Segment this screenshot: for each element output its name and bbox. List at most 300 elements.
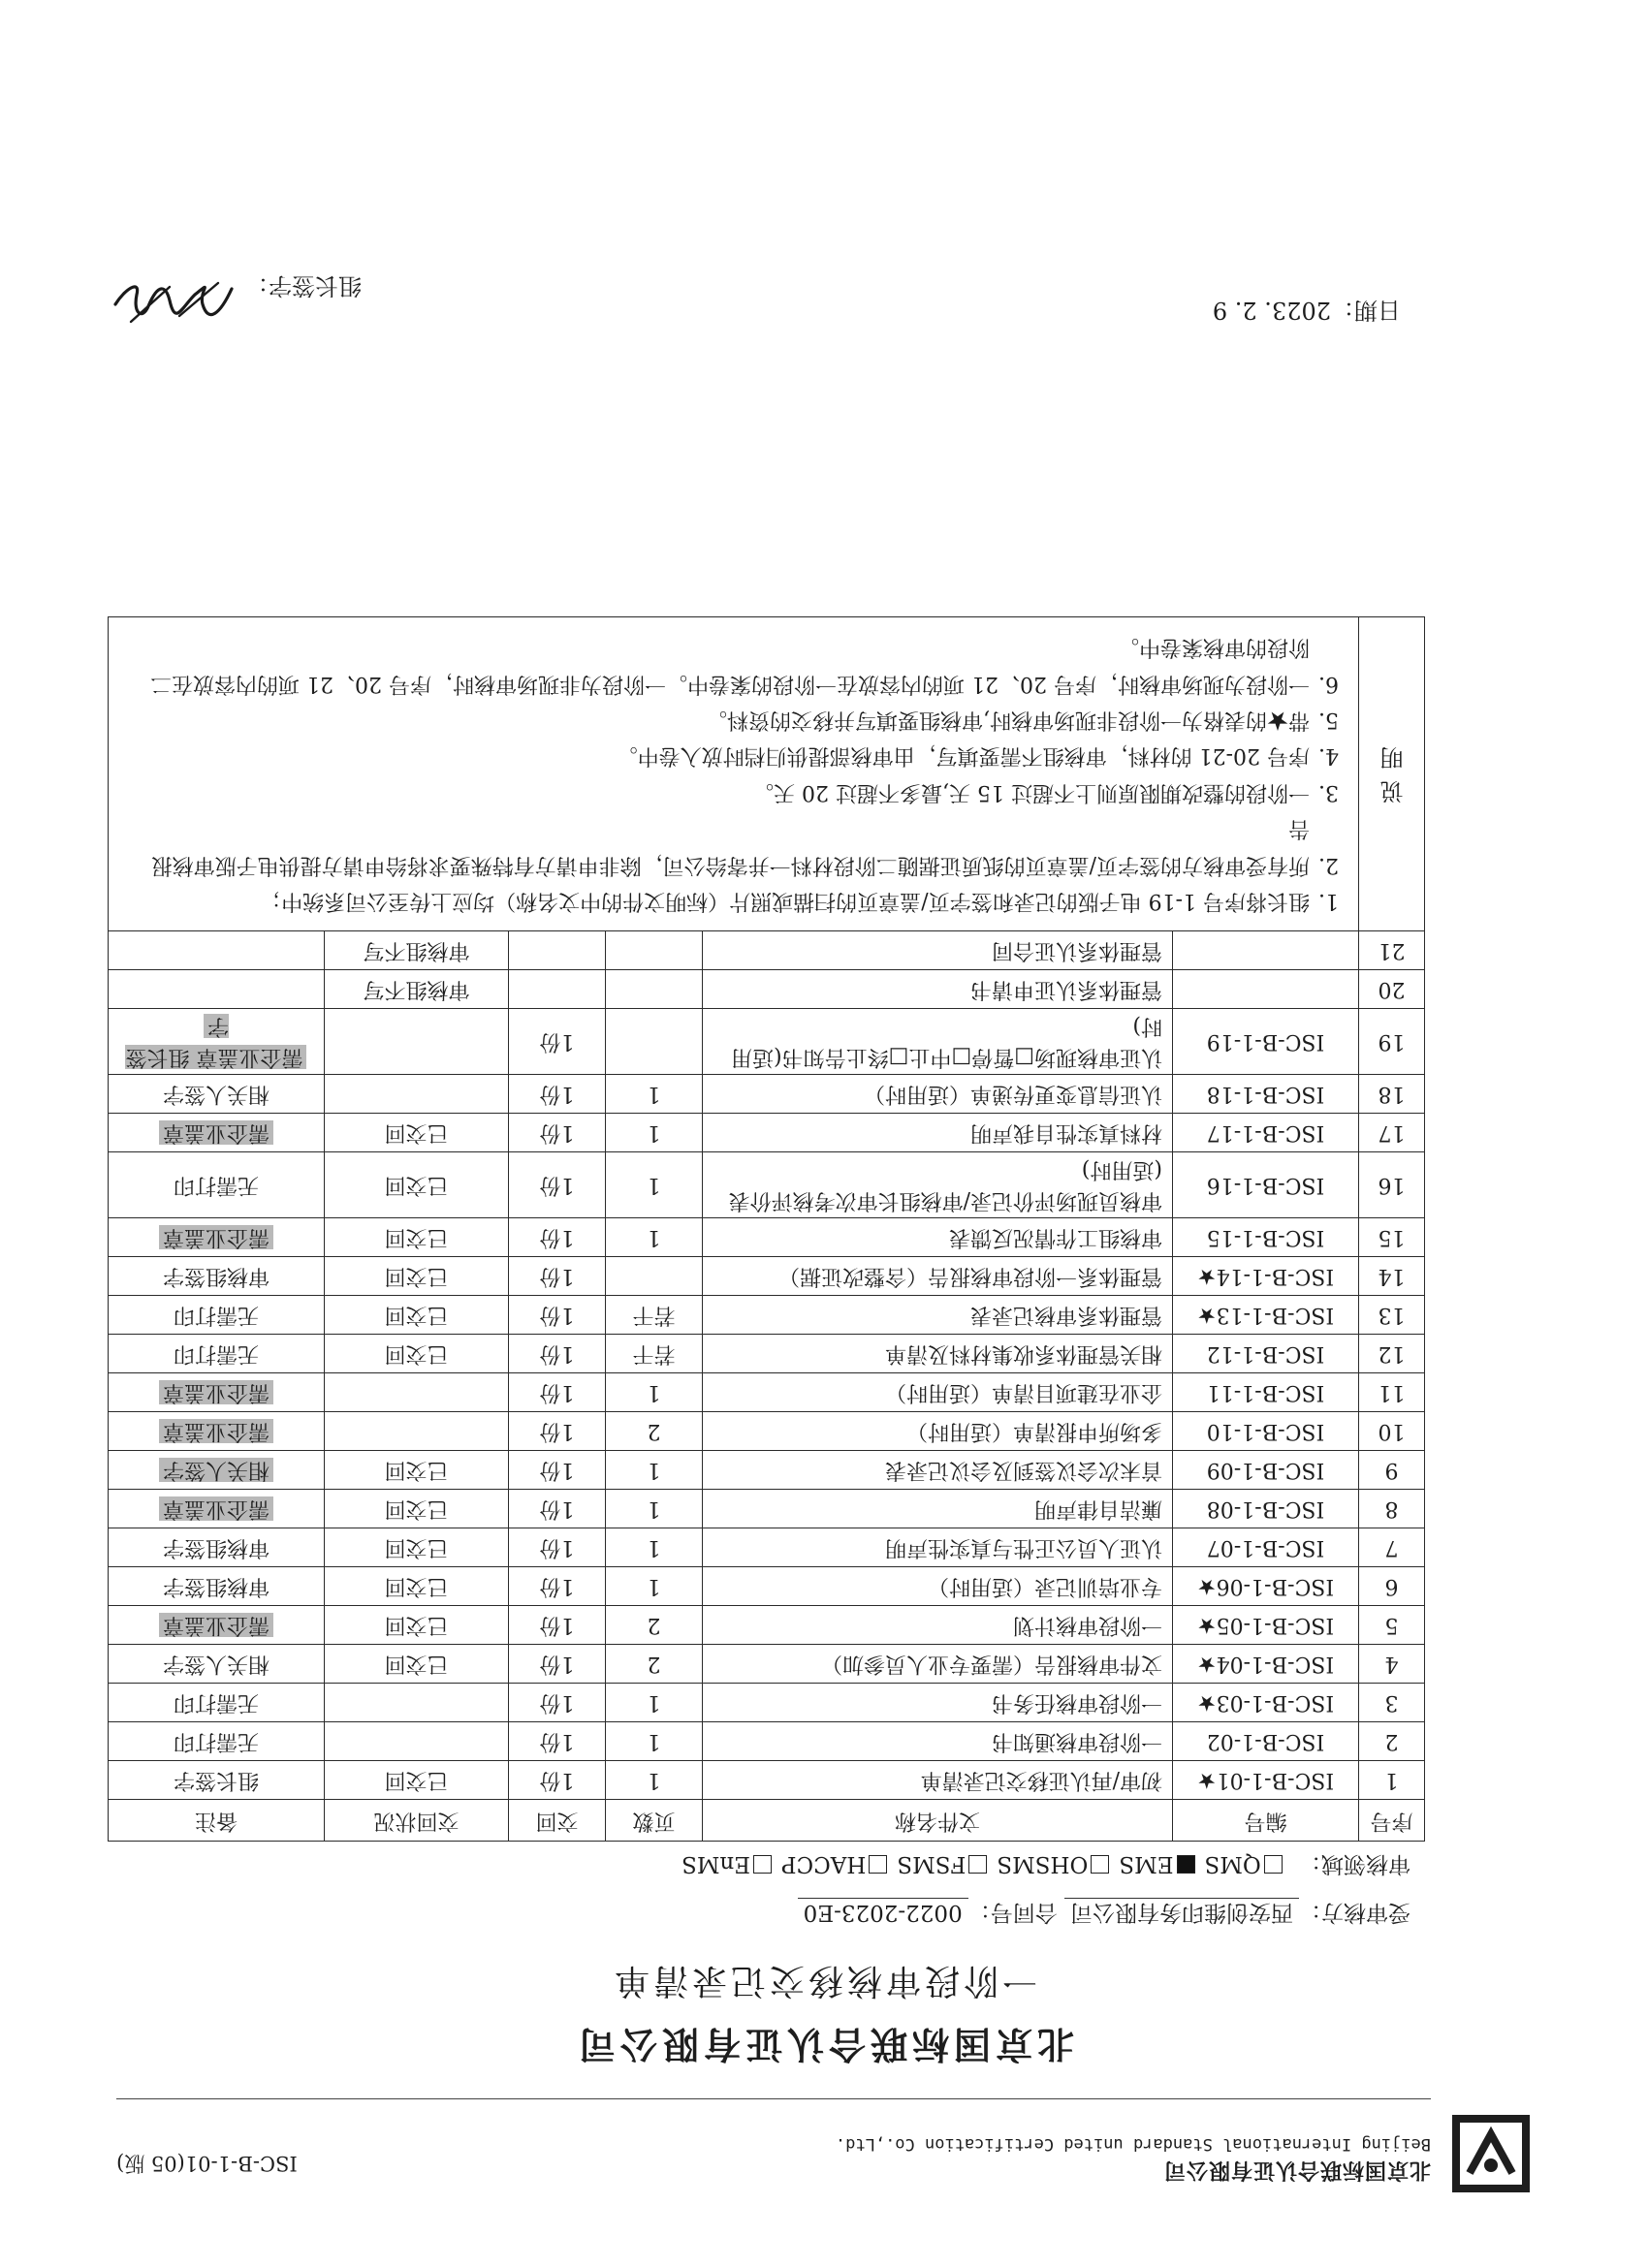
cell-handover xyxy=(509,931,606,970)
name-text: 专业培训记录（适用时） xyxy=(927,1574,1162,1599)
code-text: ISC-B-1-15 xyxy=(1206,1225,1325,1250)
note-text: 所有受审核方的签字页/盖章页的纸质证据随二阶段材料一并寄给公司，除非申请方有特殊要求将给申请方提供电子版审核报告 xyxy=(150,816,1310,877)
scope-checkbox-ems[interactable] xyxy=(1177,1855,1195,1874)
note-item xyxy=(130,810,1339,883)
seq-text: 13 xyxy=(1378,1303,1406,1328)
handover-text: 1份 xyxy=(539,1768,575,1793)
company-title: 北京国标联合认证有限公司 xyxy=(574,2023,1075,2065)
letterhead xyxy=(116,2094,1532,2200)
form-code: ISC-B-1-01(05 版) xyxy=(116,2152,298,2175)
name-text: 企业在建项目清单（适用时） xyxy=(884,1380,1162,1405)
table-row xyxy=(109,1257,1425,1296)
cell-pages xyxy=(606,1218,703,1257)
code-text: ISC-B-1-07 xyxy=(1206,1535,1325,1560)
cell-handover xyxy=(509,1218,606,1257)
header-name: 文件名称 xyxy=(703,1800,1173,1842)
cell-handover xyxy=(509,1412,606,1451)
code-text: ISC-B-1-04★ xyxy=(1196,1652,1335,1677)
remark-text: 相关人签字 xyxy=(163,1082,270,1107)
document-title: 一阶段审核移交记录清单 xyxy=(611,1961,1038,2000)
cell-code xyxy=(1173,970,1359,1009)
seq-text: 9 xyxy=(1384,1458,1399,1483)
name-text: 管理体系审核记录表 xyxy=(969,1303,1162,1328)
cell-status xyxy=(325,1075,509,1114)
seq-text: 5 xyxy=(1384,1613,1399,1638)
name-text: 文件审核报告（需要专业人员参加） xyxy=(820,1652,1162,1677)
cell-name xyxy=(703,1645,1173,1684)
cell-name xyxy=(703,1722,1173,1761)
pages-text: 1 xyxy=(647,1225,661,1250)
cell-pages xyxy=(606,1567,703,1606)
cell-name xyxy=(703,1152,1173,1218)
header-pages: 页数 xyxy=(606,1800,703,1842)
status-text: 已交回 xyxy=(384,1574,449,1599)
note-number: 1. xyxy=(1318,889,1339,913)
cell-status xyxy=(325,1606,509,1645)
seq-text: 4 xyxy=(1384,1652,1399,1677)
handover-text: 1份 xyxy=(539,1496,575,1522)
contract-label: 合同号： xyxy=(967,1900,1058,1925)
seq-text: 19 xyxy=(1378,1029,1406,1055)
cell-code xyxy=(1173,1075,1359,1114)
cell-code xyxy=(1173,1761,1359,1800)
remark-text: 审核组签字 xyxy=(163,1535,270,1560)
seq-text: 11 xyxy=(1378,1380,1406,1405)
cell-code xyxy=(1173,1218,1359,1257)
handover-text: 1份 xyxy=(539,1729,575,1754)
remark-text: 需企业盖章 xyxy=(159,1496,273,1521)
code-text: ISC-B-1-08 xyxy=(1206,1496,1325,1522)
status-text: 已交回 xyxy=(384,1768,449,1793)
name-text: 相关管理体系收集材料及清单 xyxy=(884,1341,1162,1367)
cell-name xyxy=(703,1075,1173,1114)
code-text: ISC-B-1-17 xyxy=(1206,1120,1325,1146)
seq-text: 21 xyxy=(1378,938,1406,963)
name-text: 廉洁自律声明 xyxy=(1033,1496,1162,1522)
cell-pages xyxy=(606,1722,703,1761)
name-text: 首末次会议签到及会议记录表 xyxy=(884,1458,1162,1483)
cell-seq xyxy=(1359,970,1425,1009)
audit-scope-line xyxy=(681,1850,1410,1882)
status-text: 已交回 xyxy=(384,1496,449,1522)
table-row xyxy=(109,1451,1425,1490)
remark-text: 无需打印 xyxy=(174,1690,260,1716)
header-handover: 交回 xyxy=(509,1800,606,1842)
seq-text: 14 xyxy=(1378,1264,1406,1289)
cell-handover xyxy=(509,1761,606,1800)
pages-text: 1 xyxy=(647,1690,661,1716)
date-value: 2023. 2. 9 xyxy=(1212,297,1331,324)
scope-checkbox-qms[interactable] xyxy=(1264,1855,1283,1874)
auditee-value: 西安创维印务有限公司 xyxy=(1064,1898,1299,1925)
name-text: 一阶段审核通知书 xyxy=(991,1729,1162,1754)
date-label: 日期： xyxy=(1331,297,1401,324)
cell-name xyxy=(703,1373,1173,1412)
status-text: 审核组不写 xyxy=(363,977,470,1002)
cell-handover xyxy=(509,1152,606,1218)
cell-pages xyxy=(606,1335,703,1373)
name-text: 认证审核现场□暂停□中止□终止告知书(适用时) xyxy=(731,1014,1162,1069)
cell-seq xyxy=(1359,1296,1425,1335)
table-row xyxy=(109,1684,1425,1722)
pages-text: 若干 xyxy=(632,1303,676,1328)
cell-pages xyxy=(606,1257,703,1296)
remark-text: 审核组签字 xyxy=(163,1574,270,1599)
handover-text: 1份 xyxy=(539,1341,575,1367)
name-text: 一阶段审核任务书 xyxy=(991,1690,1162,1716)
cell-seq xyxy=(1359,1373,1425,1412)
pages-text: 1 xyxy=(647,1120,661,1146)
handover-text: 1份 xyxy=(539,1225,575,1250)
cell-code xyxy=(1173,1335,1359,1373)
cell-seq xyxy=(1359,1412,1425,1451)
note-number: 2. xyxy=(1318,852,1339,877)
auditee-line xyxy=(798,1899,1410,1931)
cell-seq xyxy=(1359,1075,1425,1114)
cell-handover xyxy=(509,1528,606,1567)
cell-code xyxy=(1173,1009,1359,1075)
leader-label: 组长签字： xyxy=(245,272,362,299)
status-text: 审核组不写 xyxy=(363,938,470,963)
note-text: 组长将序号 1-19 电子版的记录和签字页/盖章页的扫描或照片（标明文件的中文名称）均应上传至公司系统中； xyxy=(260,889,1310,913)
cell-handover xyxy=(509,1114,606,1152)
cell-status xyxy=(325,1257,509,1296)
note-item xyxy=(130,629,1339,702)
name-text: 管理体系认证申请书 xyxy=(969,977,1162,1002)
note-number: 3. xyxy=(1318,779,1339,804)
seq-text: 2 xyxy=(1384,1729,1399,1754)
pages-text: 1 xyxy=(647,1574,661,1599)
table-row xyxy=(109,1373,1425,1412)
cell-status xyxy=(325,1722,509,1761)
handover-text: 1份 xyxy=(539,1120,575,1146)
note-number: 4. xyxy=(1318,743,1339,769)
note-number: 6. xyxy=(1318,671,1339,696)
cell-code xyxy=(1173,1412,1359,1451)
cell-pages xyxy=(606,1451,703,1490)
cell-seq xyxy=(1359,1114,1425,1152)
status-text: 已交回 xyxy=(384,1652,449,1677)
code-text: ISC-B-1-01★ xyxy=(1196,1768,1335,1793)
cell-remark xyxy=(109,1257,325,1296)
status-text: 已交回 xyxy=(384,1120,449,1146)
scope-checkbox-fsms[interactable] xyxy=(968,1855,987,1874)
cell-remark xyxy=(109,1412,325,1451)
cell-pages xyxy=(606,1645,703,1684)
code-text: ISC-B-1-16 xyxy=(1206,1173,1325,1198)
pages-text: 1 xyxy=(647,1496,661,1522)
handover-text: 1份 xyxy=(539,1652,575,1677)
handover-text: 1份 xyxy=(539,1082,575,1107)
cell-remark xyxy=(109,1567,325,1606)
cell-code xyxy=(1173,1296,1359,1335)
cell-name xyxy=(703,1567,1173,1606)
cell-pages xyxy=(606,1114,703,1152)
cell-name xyxy=(703,1606,1173,1645)
code-text: ISC-B-1-10 xyxy=(1206,1419,1325,1444)
cell-pages xyxy=(606,1296,703,1335)
name-text: 一阶段审核计划 xyxy=(1012,1613,1162,1638)
pages-text: 1 xyxy=(647,1380,661,1405)
cell-pages xyxy=(606,1684,703,1722)
cell-code xyxy=(1173,1567,1359,1606)
code-text: ISC-B-1-06★ xyxy=(1196,1574,1335,1599)
cell-handover xyxy=(509,1373,606,1412)
cell-status xyxy=(325,1567,509,1606)
contract-value: 0022-2023-E0 xyxy=(798,1898,968,1925)
cell-seq xyxy=(1359,1645,1425,1684)
cell-status xyxy=(325,1009,509,1075)
cell-code xyxy=(1173,1684,1359,1722)
cell-seq xyxy=(1359,1257,1425,1296)
pages-text: 2 xyxy=(647,1419,661,1444)
status-text: 已交回 xyxy=(384,1613,449,1638)
cell-name xyxy=(703,1114,1173,1152)
cell-name xyxy=(703,1412,1173,1451)
auditee-label: 受审核方： xyxy=(1299,1900,1410,1925)
cell-seq xyxy=(1359,1528,1425,1567)
table-row xyxy=(109,1606,1425,1645)
cell-handover xyxy=(509,1451,606,1490)
cell-status xyxy=(325,1218,509,1257)
note-text: 一阶段为现场审核时，序号 20、21 项的内容放在一阶段的案卷中。一阶段为非现场审核时，序号 20、21 项的内容放在二阶段的审核案卷中。 xyxy=(150,635,1310,696)
cell-status xyxy=(325,970,509,1009)
table-row xyxy=(109,1152,1425,1218)
code-text: ISC-B-1-11 xyxy=(1206,1380,1325,1405)
seq-text: 8 xyxy=(1384,1496,1399,1522)
remark-text: 相关人签字 xyxy=(159,1458,273,1482)
table-row xyxy=(109,1722,1425,1761)
company-logo-icon xyxy=(1450,2113,1532,2194)
cell-seq xyxy=(1359,1684,1425,1722)
remark-text: 需企业盖章 xyxy=(159,1380,273,1404)
seq-text: 20 xyxy=(1378,977,1406,1002)
cell-pages xyxy=(606,1528,703,1567)
cell-pages xyxy=(606,1075,703,1114)
cell-name xyxy=(703,1761,1173,1800)
name-text: 审核员现场评价记录/审核组长审次考核评价表(适用时) xyxy=(728,1157,1162,1213)
cell-code xyxy=(1173,1152,1359,1218)
status-text: 已交回 xyxy=(384,1264,449,1289)
cell-status xyxy=(325,1335,509,1373)
note-text: 带★的表格为一阶段非现场审核时,审核组要填写并移交的资料。 xyxy=(706,708,1310,733)
cell-pages xyxy=(606,1761,703,1800)
code-text: ISC-B-1-05★ xyxy=(1196,1613,1335,1638)
cell-remark xyxy=(109,1490,325,1528)
seq-text: 15 xyxy=(1378,1225,1406,1250)
handover-text: 1份 xyxy=(539,1419,575,1444)
cell-remark xyxy=(109,931,325,970)
name-text: 初审/再认证移交记录清单 xyxy=(920,1768,1162,1793)
cell-seq xyxy=(1359,1567,1425,1606)
cell-remark xyxy=(109,1451,325,1490)
status-text: 已交回 xyxy=(384,1458,449,1483)
cell-status xyxy=(325,931,509,970)
note-item xyxy=(130,738,1339,773)
cell-seq xyxy=(1359,1152,1425,1218)
scope-label-ems: EMS xyxy=(1119,1851,1174,1876)
remark-text: 需企业盖章 组长签字 xyxy=(126,1015,307,1069)
seq-text: 6 xyxy=(1384,1574,1399,1599)
cell-status xyxy=(325,1684,509,1722)
cell-handover xyxy=(509,1296,606,1335)
cell-status xyxy=(325,1373,509,1412)
cell-name xyxy=(703,1257,1173,1296)
pages-text: 2 xyxy=(647,1652,661,1677)
scope-label-qms: QMS xyxy=(1204,1851,1261,1876)
company-name-small: 北京国标联合认证有限公司 xyxy=(1162,2158,1431,2183)
pages-text: 1 xyxy=(647,1535,661,1560)
cell-remark xyxy=(109,1296,325,1335)
table-row xyxy=(109,970,1425,1009)
cell-pages xyxy=(606,1606,703,1645)
name-text: 审核组工作情况反馈表 xyxy=(948,1225,1162,1250)
scope-label: 审核领域： xyxy=(1299,1851,1410,1876)
table-header-row xyxy=(109,1800,1425,1842)
pages-text: 1 xyxy=(647,1729,661,1754)
cell-seq xyxy=(1359,1722,1425,1761)
cell-code xyxy=(1173,1722,1359,1761)
cell-remark xyxy=(109,1373,325,1412)
table-row xyxy=(109,1218,1425,1257)
cell-name xyxy=(703,1490,1173,1528)
scope-label-enms: EnMS xyxy=(681,1851,751,1876)
cell-handover xyxy=(509,1257,606,1296)
cell-code xyxy=(1173,1490,1359,1528)
cell-remark xyxy=(109,1528,325,1567)
remark-text: 审核组签字 xyxy=(163,1264,270,1289)
cell-code xyxy=(1173,1257,1359,1296)
cell-status xyxy=(325,1451,509,1490)
handover-text: 1份 xyxy=(539,1303,575,1328)
header-divider xyxy=(116,2098,1431,2099)
handover-text: 1份 xyxy=(539,1690,575,1716)
table-row xyxy=(109,1528,1425,1567)
name-text: 管理体系一阶段审核报告（含整改证据） xyxy=(777,1264,1162,1289)
scope-checkbox-haccp[interactable] xyxy=(869,1855,887,1874)
cell-status xyxy=(325,1528,509,1567)
cell-code xyxy=(1173,1645,1359,1684)
scope-label-ohsms: OHSMS xyxy=(997,1851,1089,1876)
remark-text: 需企业盖章 xyxy=(159,1225,273,1249)
code-text: ISC-B-1-13★ xyxy=(1196,1303,1335,1328)
pages-text: 1 xyxy=(647,1458,661,1483)
note-text: 一阶段的整改期限原则上不超过 15 天,最多不超过 20 天。 xyxy=(752,779,1310,804)
remark-text: 需企业盖章 xyxy=(159,1419,273,1443)
date-line xyxy=(1213,296,1401,330)
cell-handover xyxy=(509,970,606,1009)
table-row xyxy=(109,1009,1425,1075)
cell-remark xyxy=(109,1684,325,1722)
scope-checkbox-ohsms[interactable] xyxy=(1091,1855,1109,1874)
cell-remark xyxy=(109,1114,325,1152)
note-item xyxy=(130,773,1339,809)
table-row xyxy=(109,1490,1425,1528)
remark-text: 无需打印 xyxy=(174,1729,260,1754)
cell-code xyxy=(1173,1528,1359,1567)
cell-handover xyxy=(509,1684,606,1722)
cell-pages xyxy=(606,1152,703,1218)
cell-remark xyxy=(109,1645,325,1684)
scope-checkbox-group xyxy=(681,1851,1292,1876)
handover-text: 1份 xyxy=(539,1173,575,1198)
cell-remark xyxy=(109,1009,325,1075)
remark-text: 相关人签字 xyxy=(163,1652,270,1677)
cell-handover xyxy=(509,1606,606,1645)
cell-name xyxy=(703,1296,1173,1335)
leader-signature-line xyxy=(111,271,362,333)
pages-text: 1 xyxy=(647,1768,661,1793)
handwritten-signature xyxy=(111,271,238,333)
cell-seq xyxy=(1359,1761,1425,1800)
cell-remark xyxy=(109,1761,325,1800)
note-item xyxy=(130,702,1339,738)
handover-text: 1份 xyxy=(539,1613,575,1638)
cell-name xyxy=(703,1684,1173,1722)
handover-text: 1份 xyxy=(539,1574,575,1599)
cell-pages xyxy=(606,1412,703,1451)
status-text: 已交回 xyxy=(384,1303,449,1328)
cell-remark xyxy=(109,970,325,1009)
cell-status xyxy=(325,1645,509,1684)
scope-checkbox-enms[interactable] xyxy=(753,1855,772,1874)
cell-pages xyxy=(606,970,703,1009)
cell-name xyxy=(703,1528,1173,1567)
table-row xyxy=(109,1296,1425,1335)
cell-remark xyxy=(109,1152,325,1218)
table-row xyxy=(109,1567,1425,1606)
cell-status xyxy=(325,1761,509,1800)
code-text: ISC-B-1-19 xyxy=(1206,1029,1325,1055)
note-number: 5. xyxy=(1318,708,1339,733)
scope-label-fsms: FSMS xyxy=(897,1851,967,1876)
header-status: 交回状况 xyxy=(325,1800,509,1842)
cell-name xyxy=(703,1335,1173,1373)
cell-status xyxy=(325,1412,509,1451)
cell-name xyxy=(703,1009,1173,1075)
cell-code xyxy=(1173,1373,1359,1412)
cell-handover xyxy=(509,1645,606,1684)
cell-pages xyxy=(606,1373,703,1412)
status-text: 已交回 xyxy=(384,1341,449,1367)
cell-handover xyxy=(509,1567,606,1606)
code-text: ISC-B-1-03★ xyxy=(1196,1690,1335,1716)
table-row xyxy=(109,1075,1425,1114)
seq-text: 16 xyxy=(1378,1173,1406,1198)
signature-block xyxy=(111,262,1401,339)
handover-records-table xyxy=(108,616,1425,1842)
seq-text: 12 xyxy=(1378,1341,1406,1367)
cell-remark xyxy=(109,1075,325,1114)
cell-code xyxy=(1173,931,1359,970)
handover-text: 1份 xyxy=(539,1535,575,1560)
cell-remark xyxy=(109,1335,325,1373)
handover-text: 1份 xyxy=(539,1029,575,1055)
code-text: ISC-B-1-18 xyxy=(1206,1082,1325,1107)
seq-text: 18 xyxy=(1378,1082,1406,1107)
table-row xyxy=(109,1412,1425,1451)
notes-row xyxy=(109,616,1425,930)
remark-text: 无需打印 xyxy=(174,1173,260,1198)
status-text: 已交回 xyxy=(384,1225,449,1250)
cell-code xyxy=(1173,1451,1359,1490)
seq-text: 1 xyxy=(1384,1768,1399,1793)
cell-remark xyxy=(109,1722,325,1761)
cell-seq xyxy=(1359,1218,1425,1257)
handover-text: 1份 xyxy=(539,1264,575,1289)
note-item xyxy=(130,883,1339,919)
name-text: 管理体系认证合同 xyxy=(991,938,1162,963)
